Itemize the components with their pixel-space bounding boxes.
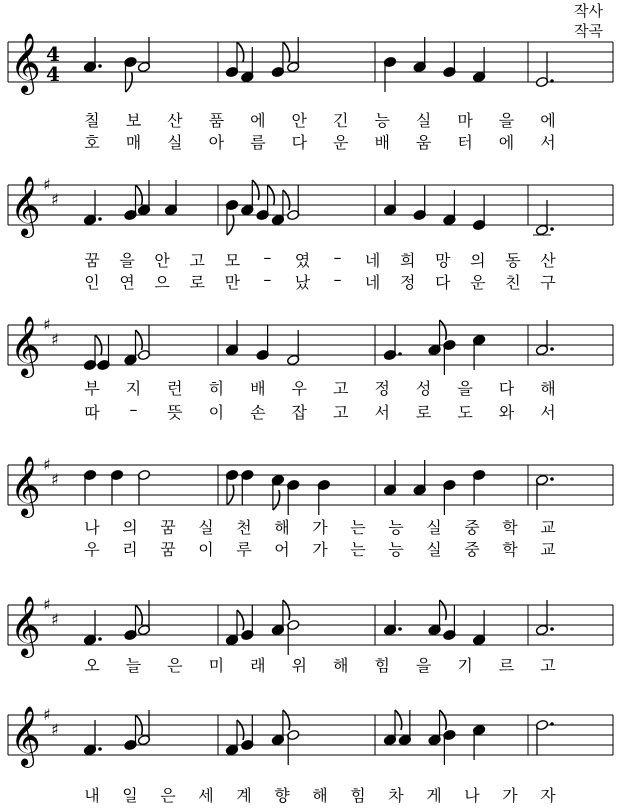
lyric-syllable: 나 [464, 786, 480, 805]
lyric-syllable: 희 [399, 251, 416, 270]
lyric-syllable: 와 [498, 403, 515, 422]
sharp-icon: ♯ [43, 175, 51, 194]
lyric-syllable: 로 [189, 273, 205, 292]
lyric-syllable: 동 [505, 251, 521, 270]
lyric-syllable: 만 [224, 273, 241, 292]
lyric-syllable: 은 [167, 656, 183, 675]
dot [98, 637, 102, 641]
lyric-syllable: 교 [540, 518, 556, 537]
lyric-syllable: 이 [198, 540, 214, 559]
lyric-syllable: 힘 [374, 656, 390, 675]
lyric-syllable: 에 [250, 111, 266, 130]
lyric-syllable: 우 [84, 540, 100, 559]
dot [550, 722, 554, 726]
lyric-syllable: 따 [84, 403, 100, 422]
lyric-syllable: 고 [332, 379, 349, 398]
lyric-syllable: 뜻 [167, 403, 183, 422]
dot [550, 227, 554, 231]
lyric-syllable: 매 [125, 133, 142, 152]
lyric-syllable: 손 [250, 403, 266, 422]
lyric-syllable: 부 [84, 379, 100, 398]
eighth-flag [283, 710, 290, 730]
dot [98, 747, 102, 751]
lyric-syllable: 교 [540, 540, 556, 559]
lyric-syllable: 이 [208, 403, 225, 422]
lyric-syllable: 잡 [291, 403, 307, 422]
sharp-icon: ♯ [51, 720, 59, 739]
eighth-flag [237, 720, 244, 740]
eighth-flag [440, 710, 447, 730]
lyric-syllable: 게 [426, 786, 442, 805]
lyric-syllable: 중 [464, 518, 480, 537]
lyric-syllable: 꿈 [160, 518, 176, 537]
lyric-syllable: 안 [291, 111, 307, 130]
lyric-syllable: 정 [374, 379, 390, 398]
lyric-syllable: 학 [502, 518, 518, 537]
lyric-syllable: 성 [415, 379, 432, 398]
lyricist-label: 작사 [574, 2, 603, 20]
lyric-syllable: 다 [498, 379, 515, 398]
lyric-syllable: 을 [119, 251, 135, 270]
sharp-icon: ♯ [51, 190, 59, 209]
lyric-syllable: – [129, 400, 138, 419]
eighth-flag [136, 330, 143, 350]
lyric-syllable: 미 [208, 656, 225, 675]
lyric-syllable: 네 [364, 251, 381, 270]
treble-clef-icon: 𝄞 [10, 456, 41, 516]
treble-clef-icon: 𝄞 [10, 706, 41, 766]
lyric-syllable: 서 [540, 403, 556, 422]
lyric-syllable: 로 [415, 403, 432, 422]
lyric-syllable: 서 [374, 403, 390, 422]
sharp-icon: ♯ [43, 705, 51, 724]
eighth-flag [237, 610, 244, 630]
lyric-syllable: 학 [502, 540, 518, 559]
lyric-syllable: 산 [540, 251, 556, 270]
lyric-syllable: 을 [457, 379, 473, 398]
lyric-syllable: 르 [498, 656, 515, 675]
lyric-syllable: 내 [84, 786, 100, 805]
eighth-flag [283, 190, 290, 210]
sharp-icon: ♯ [43, 595, 51, 614]
dot [398, 627, 402, 631]
lyric-syllable: 는 [350, 518, 366, 537]
lyric-syllable: 연 [119, 273, 135, 292]
treble-clef-icon: 𝄞 [10, 176, 41, 236]
dot [398, 352, 402, 356]
lyric-syllable: 능 [374, 111, 390, 130]
eighth-flag [252, 180, 259, 200]
lyric-syllable: 오 [84, 656, 100, 675]
lyric-syllable: 긴 [332, 111, 349, 130]
lyric-syllable: 천 [236, 518, 252, 537]
lyric-syllable: 고 [540, 656, 556, 675]
lyric-syllable: 을 [415, 656, 432, 675]
lyric-syllable: 도 [457, 403, 473, 422]
sharp-icon: ♯ [51, 470, 59, 489]
lyric-syllable: 아 [208, 133, 225, 152]
time-signature-denominator: 4 [46, 62, 60, 86]
lyric-syllable: 터 [457, 133, 473, 152]
lyric-syllable: 인 [84, 273, 100, 292]
lyric-syllable: 히 [208, 379, 225, 398]
lyric-syllable: – [333, 248, 342, 267]
lyric-syllable: 리 [122, 540, 138, 559]
lyric-syllable: 어 [274, 540, 290, 559]
lyric-syllable: 산 [167, 111, 183, 130]
eighth-flag [440, 320, 447, 340]
lyric-syllable: 힘 [350, 786, 366, 805]
lyric-syllable: 였 [294, 251, 311, 270]
lyric-syllable: 가 [312, 518, 328, 537]
lyric-syllable: 꿈 [160, 540, 176, 559]
lyric-syllable: 에 [540, 111, 556, 130]
sharp-icon: ♯ [51, 610, 59, 629]
lyric-syllable: 운 [332, 133, 349, 152]
time-signature-numerator: 4 [46, 42, 60, 66]
lyric-syllable: 중 [464, 540, 480, 559]
lyric-syllable: 보 [125, 111, 142, 130]
lyric-syllable: 에 [498, 133, 515, 152]
lyric-syllable: 모 [224, 251, 241, 270]
lyric-syllable: 나 [84, 518, 100, 537]
lyric-syllable: 우 [291, 379, 307, 398]
sharp-icon: ♯ [51, 330, 59, 349]
lyric-syllable: 실 [415, 111, 432, 130]
treble-clef-icon: 𝄞 [10, 316, 41, 376]
composer-label: 작곡 [574, 22, 603, 40]
lyric-syllable: 고 [332, 403, 349, 422]
lyric-syllable: 고 [189, 251, 205, 270]
lyric-syllable: 의 [122, 518, 138, 537]
lyric-syllable: 품 [208, 111, 225, 130]
lyric-syllable: 지 [125, 379, 142, 398]
eighth-flag [273, 490, 280, 510]
sharp-icon: ♯ [43, 455, 51, 474]
lyric-syllable: 기 [457, 656, 473, 675]
dot [550, 477, 554, 481]
lyric-syllable: 실 [426, 540, 442, 559]
lyric-syllable: 능 [388, 540, 404, 559]
eighth-flag [395, 710, 402, 730]
lyric-syllable: 실 [198, 518, 214, 537]
lyric-syllable: 가 [312, 540, 328, 559]
treble-clef-icon: 𝄞 [10, 596, 41, 656]
lyric-syllable: 향 [274, 786, 290, 805]
dot [98, 64, 102, 68]
dot [550, 627, 554, 631]
lyric-syllable: 능 [388, 518, 404, 537]
lyric-syllable: 위 [291, 656, 307, 675]
lyric-syllable: 자 [540, 786, 556, 805]
lyric-syllable: 은 [160, 786, 176, 805]
lyric-syllable: 운 [470, 273, 486, 292]
lyric-syllable: 정 [399, 273, 416, 292]
lyric-syllable: 마 [457, 111, 473, 130]
lyric-syllable: 세 [198, 786, 214, 805]
lyric-syllable: 루 [236, 540, 252, 559]
lyric-syllable: 구 [540, 273, 556, 292]
treble-clef-icon: 𝄞 [10, 33, 41, 93]
lyric-syllable: 해 [540, 379, 556, 398]
sharp-icon: ♯ [43, 315, 51, 334]
lyric-syllable: 름 [250, 133, 266, 152]
dot [550, 347, 554, 351]
lyric-syllable: 계 [236, 786, 252, 805]
lyric-syllable: 해 [312, 786, 328, 805]
lyric-syllable: – [263, 248, 272, 267]
lyric-syllable: 실 [167, 133, 183, 152]
eighth-flag [283, 600, 290, 620]
lyric-syllable: – [263, 270, 272, 289]
lyric-syllable: 의 [470, 251, 486, 270]
lyric-syllable: 을 [498, 111, 515, 130]
dot [550, 79, 554, 83]
lyric-syllable: 났 [294, 273, 311, 292]
lyric-syllable: 실 [426, 518, 442, 537]
lyric-syllable: 해 [332, 656, 349, 675]
lyric-syllable: – [333, 270, 342, 289]
lyric-syllable: 는 [350, 540, 366, 559]
lyric-syllable: 움 [415, 133, 432, 152]
lyric-syllable: 친 [505, 273, 521, 292]
dot [98, 217, 102, 221]
lyric-syllable: 칠 [84, 111, 100, 130]
lyric-syllable: 서 [540, 133, 556, 152]
lyric-syllable: 늘 [125, 656, 142, 675]
lyric-syllable: 다 [435, 273, 451, 292]
lyric-syllable: 으 [154, 273, 170, 292]
lyric-syllable: 다 [291, 133, 307, 152]
lyric-syllable: 차 [388, 786, 404, 805]
eighth-flag [440, 600, 447, 620]
lyric-syllable: 배 [374, 133, 390, 152]
lyric-syllable: 가 [502, 786, 518, 805]
lyric-syllable: 안 [154, 251, 170, 270]
lyric-syllable: 호 [84, 133, 100, 152]
lyric-syllable: 꿈 [84, 251, 100, 270]
lyric-syllable: 해 [274, 518, 290, 537]
lyric-syllable: 망 [435, 251, 451, 270]
lyric-syllable: 일 [122, 786, 138, 805]
lyric-syllable: 네 [364, 273, 381, 292]
lyric-syllable: 래 [250, 656, 266, 675]
lyric-syllable: 런 [167, 379, 183, 398]
lyric-syllable: 배 [250, 379, 266, 398]
